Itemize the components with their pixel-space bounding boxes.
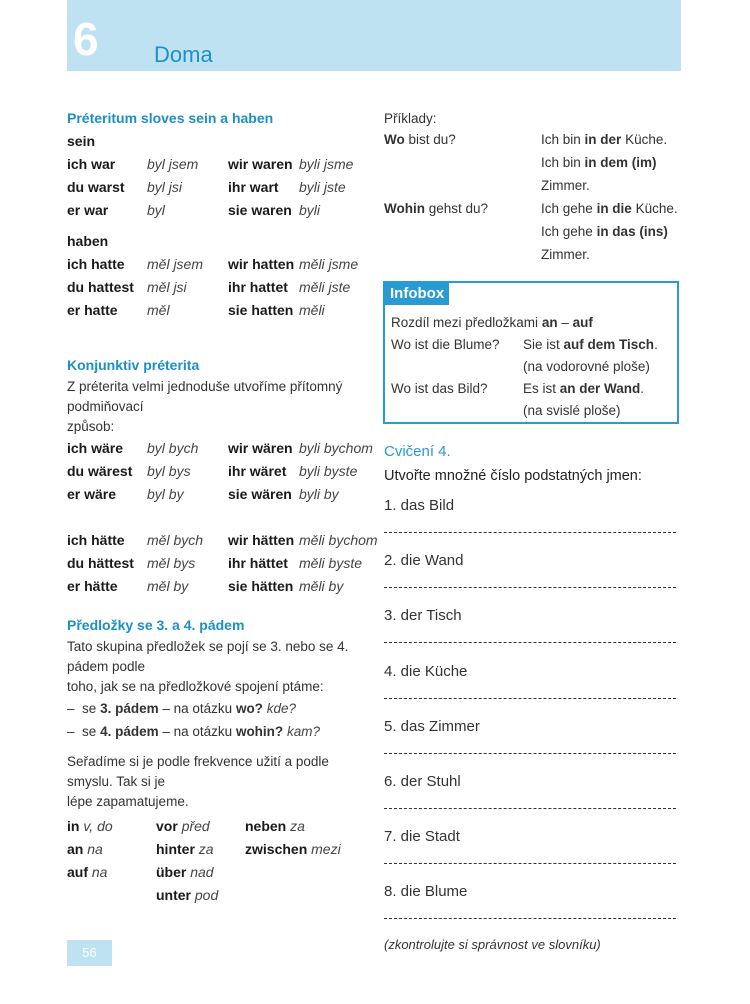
preposition-item: vor před xyxy=(156,818,210,834)
czech-translation: měli bychom xyxy=(299,532,378,548)
german-form: er hatte xyxy=(67,302,118,318)
exercise-item-word: 5. das Zimmer xyxy=(384,717,480,735)
exercise-item-word: 6. der Stuhl xyxy=(384,772,461,790)
czech-translation: byl bys xyxy=(147,463,191,479)
sein-conjugation-table xyxy=(67,153,367,222)
german-form: sie hatten xyxy=(228,302,294,318)
exercise-item xyxy=(384,716,680,771)
conjugation-row xyxy=(67,575,367,598)
conjugation-row xyxy=(67,552,367,575)
haben-label: haben xyxy=(67,233,109,249)
german-form: ich hatte xyxy=(67,256,125,272)
conjugation-row xyxy=(67,529,378,552)
exercise-title: Cvičení 4. xyxy=(384,443,451,460)
page-number: 56 xyxy=(67,940,112,966)
german-form: ihr hättet xyxy=(228,555,288,571)
czech-translation: byli jste xyxy=(299,179,346,195)
exercise-item-word: 4. die Küche xyxy=(384,662,468,680)
infobox-row2-note: (na svislé ploše) xyxy=(523,403,621,418)
czech-translation: byli by xyxy=(299,486,339,502)
conjugation-row xyxy=(67,276,367,299)
conjugation-row xyxy=(67,199,367,222)
sein-label: sein xyxy=(67,133,96,149)
czech-translation: byli jsme xyxy=(299,156,354,172)
german-form: er wäre xyxy=(67,486,117,502)
answer-line[interactable] xyxy=(384,642,676,643)
exercise-item xyxy=(384,605,680,660)
german-form: ich war xyxy=(67,156,116,172)
preposition-item: an na xyxy=(67,841,103,857)
german-form: ihr wart xyxy=(228,179,279,195)
german-form: sie waren xyxy=(228,202,292,218)
conjugation-row xyxy=(67,176,367,199)
infobox-heading-line: Rozdíl mezi předložkami an – auf xyxy=(391,315,593,330)
german-form: du hättest xyxy=(67,555,134,571)
exercise-item xyxy=(384,881,680,936)
infobox-row2: Wo ist das Bild? Es ist an der Wand. xyxy=(391,381,645,396)
answer-line[interactable] xyxy=(384,863,676,864)
infobox xyxy=(383,281,679,424)
preposition-item: unter pod xyxy=(156,887,219,903)
predlozky-intro-line2: toho, jak se na předložkové spojení ptáme: xyxy=(67,679,324,694)
example-wo-row1: Wo bist du? Ich bin in der Küche. xyxy=(384,132,668,147)
czech-translation: byli byste xyxy=(299,463,358,479)
preposition-row xyxy=(67,838,367,861)
german-form: wir waren xyxy=(228,156,293,172)
preposition-list xyxy=(67,815,367,907)
infobox-row1: Wo ist die Blume? Sie ist auf dem Tisch. xyxy=(391,337,658,352)
exercise-item-word: 2. die Wand xyxy=(384,552,464,570)
preposition-item: auf na xyxy=(67,864,108,880)
czech-translation: byli bychom xyxy=(299,440,373,456)
konjunktiv-heading: Konjunktiv préterita xyxy=(67,357,200,373)
german-form: ihr wäret xyxy=(228,463,287,479)
example-wohin-row1: Wohin gehst du? Ich gehe in die Küche. xyxy=(384,201,678,216)
konjunktiv-intro-line2: způsob: xyxy=(67,419,115,434)
sort-line1: Seřadíme si je podle frekvence užití a podle smyslu. Tak si je xyxy=(67,754,329,789)
preposition-item: in v, do xyxy=(67,818,113,834)
sort-line2: lépe zapamatujeme. xyxy=(67,794,189,809)
conjugation-row xyxy=(67,460,367,483)
czech-translation: byl xyxy=(147,202,165,218)
czech-translation: měli xyxy=(299,302,325,318)
predlozky-intro-line1: Tato skupina předložek se pojí se 3. nebo se 4. pádem podle xyxy=(67,639,349,674)
answer-line[interactable] xyxy=(384,808,676,809)
german-form: wir hatten xyxy=(228,256,295,272)
preposition-item: über nad xyxy=(156,864,214,880)
exercise-item-word: 8. die Blume xyxy=(384,883,468,901)
exercise-item xyxy=(384,771,680,826)
czech-translation: měli jste xyxy=(299,279,351,295)
konjunktiv-section xyxy=(67,354,378,598)
czech-translation: byl jsi xyxy=(147,179,183,195)
czech-translation: měl bys xyxy=(147,555,196,571)
predlozky-heading: Předložky se 3. a 4. pádem xyxy=(67,617,245,633)
czech-translation: měl jsi xyxy=(147,279,187,295)
czech-translation: byl by xyxy=(147,486,184,502)
german-form: du hattest xyxy=(67,279,134,295)
exercise-item-word: 7. die Stadt xyxy=(384,828,460,846)
konjunktiv-table-sein xyxy=(67,437,373,506)
conjugation-row xyxy=(67,483,367,506)
konjunktiv-table-haben xyxy=(67,529,378,598)
haben-conjugation-table xyxy=(67,253,367,322)
czech-translation: měl jsem xyxy=(147,256,204,272)
infobox-title: Infobox xyxy=(385,283,449,305)
czech-translation: měli jsme xyxy=(299,256,359,272)
preposition-row xyxy=(67,861,367,884)
conjugation-row xyxy=(67,153,367,176)
czech-translation: měl bych xyxy=(147,532,204,548)
preposition-row xyxy=(67,815,367,838)
answer-line[interactable] xyxy=(384,918,676,919)
german-form: er war xyxy=(67,202,109,218)
answer-line[interactable] xyxy=(384,532,676,533)
exercise-item xyxy=(384,826,680,881)
czech-translation: byl bych xyxy=(147,440,199,456)
exercise-instruction: Utvořte množné číslo podstatných jmen: xyxy=(384,468,642,484)
german-form: sie wären xyxy=(228,486,292,502)
chapter-number: 6 xyxy=(73,13,99,65)
czech-translation: měl by xyxy=(147,578,189,594)
predlozky-list-section xyxy=(67,752,367,907)
example-wo-row3: Zimmer. xyxy=(541,178,590,193)
answer-line[interactable] xyxy=(384,587,676,588)
example-wo-row2: Ich bin in dem (im) xyxy=(541,155,657,170)
exercise-item xyxy=(384,550,680,605)
german-form: er hätte xyxy=(67,578,118,594)
german-form: du warst xyxy=(67,179,125,195)
czech-translation: měl xyxy=(147,302,170,318)
exercise-item-word: 1. das Bild xyxy=(384,497,455,514)
exercise-items xyxy=(384,495,680,937)
german-form: ich hätte xyxy=(67,532,125,548)
infobox-row1-note: (na vodorovné ploše) xyxy=(523,359,650,374)
preposition-row xyxy=(67,884,367,907)
conjugation-row xyxy=(67,253,367,276)
conjugation-row xyxy=(67,437,373,460)
predlozky-section xyxy=(67,614,367,743)
exercise-note: (zkontrolujte si správnost ve slovníku) xyxy=(384,937,601,952)
answer-line[interactable] xyxy=(384,698,676,699)
german-form: wir hätten xyxy=(228,532,295,548)
german-form: ihr hattet xyxy=(228,279,288,295)
preposition-item: hinter za xyxy=(156,841,214,857)
preteritum-heading: Préteritum sloves sein a haben xyxy=(67,110,274,126)
exercise-item xyxy=(384,661,680,716)
preposition-item: neben za xyxy=(245,818,305,834)
german-form: wir wären xyxy=(228,440,293,456)
priklady-label: Příklady: xyxy=(384,111,437,126)
rule-dative: – se 3. pádem – na otázku wo? kde? xyxy=(67,701,296,716)
preteritum-section xyxy=(67,107,367,322)
exercise-item xyxy=(384,495,680,550)
priklady-section xyxy=(384,107,680,268)
answer-line[interactable] xyxy=(384,753,676,754)
chapter-title: Doma xyxy=(154,42,213,67)
conjugation-row xyxy=(67,299,367,322)
preposition-item: zwischen mezi xyxy=(245,841,341,857)
german-form: du wärest xyxy=(67,463,133,479)
example-wohin-row3: Zimmer. xyxy=(541,247,590,262)
czech-translation: byli xyxy=(299,202,321,218)
example-wohin-row2: Ich gehe in das (ins) xyxy=(541,224,668,239)
infobox-content xyxy=(391,312,675,422)
german-form: sie hätten xyxy=(228,578,294,594)
czech-translation: byl jsem xyxy=(147,156,199,172)
german-form: ich wäre xyxy=(67,440,124,456)
czech-translation: měli byste xyxy=(299,555,363,571)
exercise-item-word: 3. der Tisch xyxy=(384,607,462,625)
rule-accusative: – se 4. pádem – na otázku wohin? kam? xyxy=(67,724,320,739)
konjunktiv-intro-line1: Z préterita velmi jednoduše utvoříme přítomný podmiňovací xyxy=(67,379,343,414)
czech-translation: měli by xyxy=(299,578,344,594)
